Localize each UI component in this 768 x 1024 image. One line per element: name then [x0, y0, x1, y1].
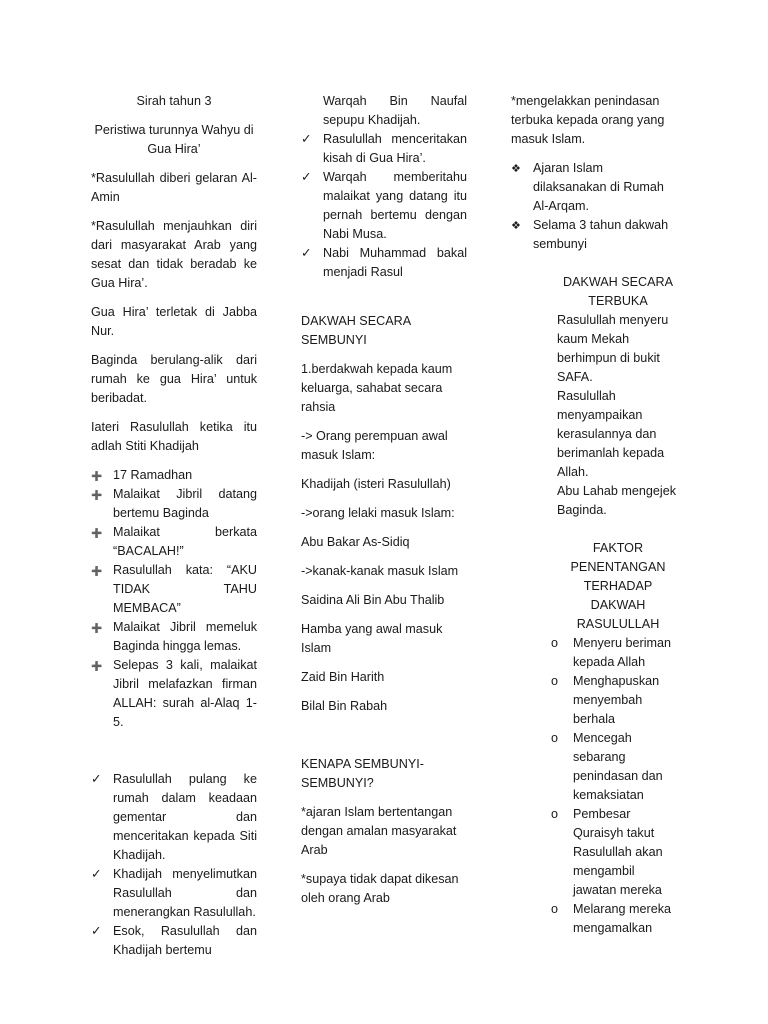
list-item	[91, 618, 257, 656]
list-item-text: Rasulullah menceritakan kisah di Gua Hira’.	[323, 132, 467, 165]
list-item	[91, 561, 257, 618]
list-item	[551, 729, 679, 805]
arrow-bullet-icon	[91, 561, 109, 581]
list-item	[301, 244, 467, 282]
list-item	[91, 922, 257, 960]
list-item-text: Malaikat berkata “BACALAH!”	[113, 525, 257, 558]
list-item	[301, 130, 467, 168]
paragraph: Gua Hira’ terletak di Jabba Nur.	[91, 305, 257, 338]
paragraph: Zaid Bin Harith	[301, 670, 385, 684]
list-item	[301, 168, 467, 244]
list-item-text: Selama 3 tahun dakwah sembunyi	[533, 218, 669, 251]
paragraph: 1.berdakwah kepada kaum keluarga, sahabat secara rahsia	[301, 362, 453, 414]
check-icon	[301, 244, 319, 263]
list-item-text: 17 Ramadhan	[113, 468, 193, 482]
paragraph: *supaya tidak dapat dikesan oleh orang Arab	[301, 872, 459, 905]
list-item	[551, 805, 679, 900]
list-item	[91, 865, 257, 922]
circle-bullet-icon	[551, 729, 569, 748]
circle-bullet-list	[511, 634, 679, 938]
column-2	[301, 92, 467, 918]
paragraph: Khadijah (isteri Rasulullah)	[301, 477, 451, 491]
list-item	[511, 159, 679, 216]
paragraph: Rasulullah menyampaikan kerasulannya dan berimanlah kepada Allah.	[557, 389, 665, 479]
paragraph: Abu Bakar As-Sidiq	[301, 535, 410, 549]
list-item	[551, 634, 679, 672]
arrow-bullet-icon	[91, 466, 109, 486]
list-item	[551, 900, 679, 938]
list-item-text: Esok, Rasulullah dan Khadijah bertemu	[113, 924, 257, 957]
list-item	[91, 656, 257, 732]
list-item	[511, 216, 679, 254]
circle-bullet-icon	[551, 672, 569, 691]
arrow-bullet-list	[91, 466, 257, 732]
circle-bullet-icon	[551, 805, 569, 824]
check-icon	[301, 168, 319, 187]
check-icon	[91, 922, 109, 941]
list-item-text: Mencegah sebarang penindasan dan kemaksiatan	[573, 731, 663, 802]
paragraph: Hamba yang awal masuk Islam	[301, 622, 443, 655]
diamond-bullet-icon	[511, 159, 529, 179]
paragraph: *Rasulullah diberi gelaran Al-Amin	[91, 171, 257, 204]
arrow-bullet-icon	[91, 618, 109, 638]
list-item-text: Khadijah menyelimutkan Rasulullah dan menerangkan Rasulullah.	[113, 867, 257, 919]
section-subtitle: Peristiwa turunnya Wahyu di Gua Hira’	[94, 123, 254, 156]
list-item-text: Malaikat Jibril datang bertemu Baginda	[113, 487, 257, 520]
paragraph: *Rasulullah menjauhkan diri dari masyarakat Arab yang sesat dan tidak beradab ke Gua Hira’.	[91, 219, 257, 290]
check-bullet-list	[301, 130, 467, 282]
list-item-text: Warqah memberitahu malaikat yang datang itu pernah bertemu dengan Nabi Musa.	[323, 170, 467, 241]
paragraph: Abu Lahab mengejek Baginda.	[557, 484, 677, 517]
list-item-text: Rasulullah pulang ke rumah dalam keadaan gementar dan menceritakan kepada Siti Khadijah.	[113, 772, 257, 862]
list-item-text: Ajaran Islam dilaksanakan di Rumah Al-Arqam.	[533, 161, 664, 213]
section-heading: DAKWAH SECARA TERBUKA	[562, 275, 674, 308]
list-item-text: Menyeru beriman kepada Allah	[573, 636, 671, 669]
column-3	[511, 92, 679, 938]
column-1	[91, 92, 257, 960]
list-item	[91, 466, 257, 485]
paragraph: *mengelakkan penindasan terbuka kepada orang yang masuk Islam.	[511, 94, 665, 146]
diamond-bullet-icon	[511, 216, 529, 236]
list-item	[91, 770, 257, 865]
arrow-bullet-icon	[91, 656, 109, 676]
list-item-text: Pembesar Quraisyh takut Rasulullah akan mengambil jawatan mereka	[573, 807, 663, 897]
list-item-text: Malaikat Jibril memeluk Baginda hingga lemas.	[113, 620, 257, 653]
circle-bullet-icon	[551, 634, 569, 653]
check-icon	[301, 130, 319, 149]
page-title: Sirah tahun 3	[136, 94, 212, 108]
list-item	[91, 523, 257, 561]
paragraph: Iateri Rasulullah ketika itu adlah Stiti Khadijah	[91, 420, 257, 453]
paragraph: Saidina Ali Bin Abu Thalib	[301, 593, 445, 607]
paragraph: *ajaran Islam bertentangan dengan amalan masyarakat Arab	[301, 805, 457, 857]
section-heading: KENAPA SEMBUNYI-SEMBUNYI?	[301, 757, 424, 790]
circle-bullet-icon	[551, 900, 569, 919]
list-item	[551, 672, 679, 729]
list-item-text: Menghapuskan menyembah berhala	[573, 674, 660, 726]
paragraph: ->orang lelaki masuk Islam:	[301, 506, 455, 520]
diamond-bullet-list	[511, 159, 679, 254]
check-icon	[91, 770, 109, 789]
check-bullet-list	[91, 770, 257, 960]
paragraph: Bilal Bin Rabah	[301, 699, 388, 713]
paragraph: Baginda berulang-alik dari rumah ke gua Hira’ untuk beribadat.	[91, 353, 257, 405]
check-icon	[91, 865, 109, 884]
section-heading: FAKTOR PENENTANGAN TERHADAP DAKWAH RASULULLAH	[570, 541, 666, 631]
continued-text: Warqah Bin Naufal sepupu Khadijah.	[323, 94, 467, 127]
list-item-text: Rasulullah kata: “AKU TIDAK TAHU MEMBACA”	[113, 563, 257, 615]
list-item	[91, 485, 257, 523]
arrow-bullet-icon	[91, 485, 109, 505]
list-item-text: Selepas 3 kali, malaikat Jibril melafazkan firman ALLAH: surah al-Alaq 1-5.	[113, 658, 257, 729]
list-item-text: Nabi Muhammad bakal menjadi Rasul	[323, 246, 467, 279]
paragraph: ->kanak-kanak masuk Islam	[301, 564, 459, 578]
arrow-bullet-icon	[91, 523, 109, 543]
section-heading: DAKWAH SECARA SEMBUNYI	[301, 314, 411, 347]
paragraph: Rasulullah menyeru kaum Mekah berhimpun di bukit SAFA.	[557, 313, 669, 384]
paragraph: -> Orang perempuan awal masuk Islam:	[301, 429, 448, 462]
list-item-text: Melarang mereka mengamalkan	[573, 902, 671, 935]
